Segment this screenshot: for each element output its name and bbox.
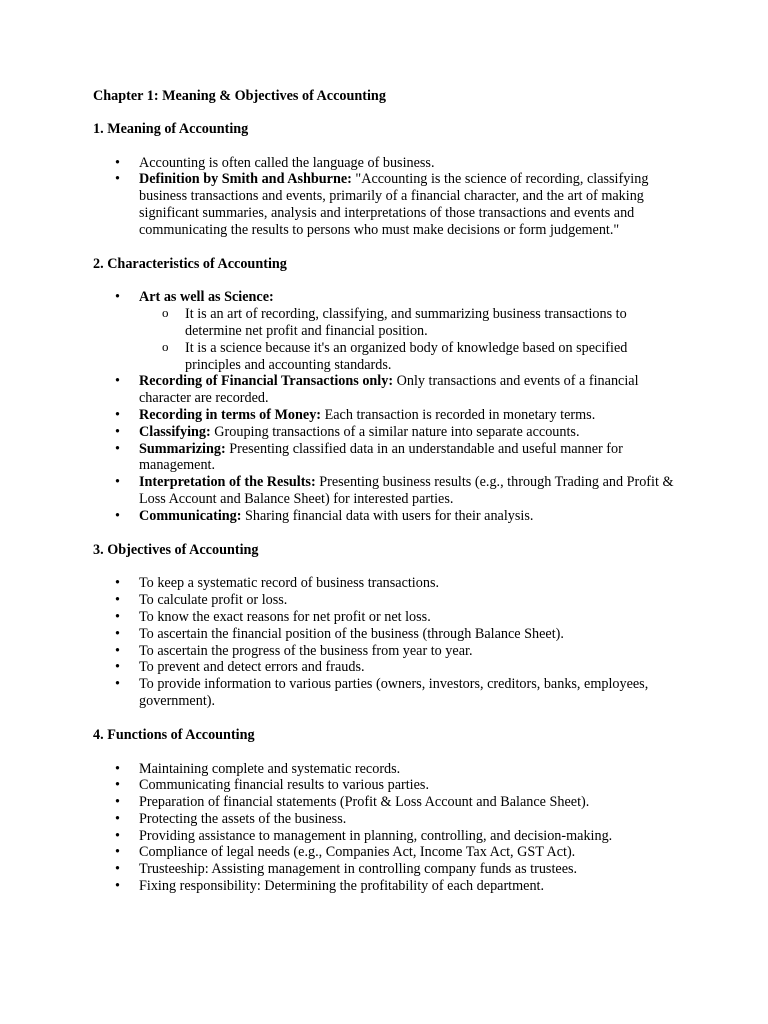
item-term: Definition by Smith and Ashburne: <box>139 171 352 188</box>
list-item <box>93 474 683 508</box>
bullet-list <box>93 575 683 709</box>
list-item <box>93 777 683 794</box>
item-text: Accounting is often called the language of business. <box>139 154 435 171</box>
item-text: Presenting business results (e.g., through Trading and Profit & Loss Account and Balance Sheet) for interested parties. <box>139 474 674 507</box>
item-term: Recording of Financial Transactions only: <box>139 373 394 390</box>
bullet-list <box>93 155 683 239</box>
list-item <box>93 171 683 238</box>
document-body <box>93 88 683 912</box>
item-term: Summarizing: <box>139 440 226 457</box>
item-text: To calculate profit or loss. <box>139 592 288 609</box>
bullet-list <box>93 761 683 895</box>
list-item <box>93 155 683 172</box>
item-text: Maintaining complete and systematic records. <box>139 760 401 777</box>
item-text: Preparation of financial statements (Profit & Loss Account and Balance Sheet). <box>139 794 590 811</box>
section-heading: 1. Meaning of Accounting <box>93 120 249 137</box>
list-item <box>93 861 683 878</box>
item-text: Sharing financial data with users for their analysis. <box>241 507 534 524</box>
list-item <box>93 761 683 778</box>
bullet-list <box>93 289 683 524</box>
list-item <box>93 575 683 592</box>
item-text: Communicating financial results to various parties. <box>139 777 429 794</box>
list-item <box>93 676 683 710</box>
item-text: To keep a systematic record of business transactions. <box>139 575 440 592</box>
item-text: Each transaction is recorded in monetary terms. <box>321 406 596 423</box>
list-item <box>93 844 683 861</box>
item-term: Art as well as Science: <box>139 289 274 306</box>
item-text: To prevent and detect errors and frauds. <box>139 659 365 676</box>
list-item <box>93 592 683 609</box>
sub-list <box>139 306 683 373</box>
item-text: Only transactions and events of a financial character are recorded. <box>139 373 639 407</box>
list-item <box>93 659 683 676</box>
list-item <box>93 794 683 811</box>
list-item <box>93 811 683 828</box>
item-text: Compliance of legal needs (e.g., Companies Act, Income Tax Act, GST Act). <box>139 844 576 861</box>
section-heading: 3. Objectives of Accounting <box>93 541 259 558</box>
chapter-title: Chapter 1: Meaning & Objectives of Accounting <box>93 88 386 104</box>
item-text: Presenting classified data in an understandable and useful manner for management. <box>139 440 623 474</box>
item-text: To ascertain the progress of the business from year to year. <box>139 642 473 659</box>
sub-list-item: o It is a science because it's an organized body of knowledge based on specified principles and accounting standards. <box>139 340 683 374</box>
section-heading: 2. Characteristics of Accounting <box>93 255 287 272</box>
item-text: Protecting the assets of the business. <box>139 810 347 827</box>
item-text: Fixing responsibility: Determining the profitability of each department. <box>139 878 545 895</box>
item-text: Providing assistance to management in planning, controlling, and decision-making. <box>139 827 613 844</box>
item-text: Grouping transactions of a similar nature into separate accounts. <box>210 423 580 440</box>
list-item <box>93 508 683 525</box>
item-text: To provide information to various parties (owners, investors, creditors, banks, employees, government). <box>139 676 649 709</box>
item-text: To know the exact reasons for net profit or net loss. <box>139 608 431 625</box>
list-item <box>93 289 683 373</box>
list-item <box>93 643 683 660</box>
item-term: Interpretation of the Results: <box>139 474 316 491</box>
list-item <box>93 626 683 643</box>
list-item <box>93 609 683 626</box>
list-item <box>93 828 683 845</box>
item-text: Trusteeship: Assisting management in controlling company funds as trustees. <box>139 861 578 878</box>
list-item <box>93 424 683 441</box>
item-text: To ascertain the financial position of the business (through Balance Sheet). <box>139 625 564 642</box>
list-item <box>93 407 683 424</box>
section-heading: 4. Functions of Accounting <box>93 726 255 743</box>
item-term: Classifying: <box>139 423 211 440</box>
item-term: Communicating: <box>139 507 242 524</box>
list-item <box>93 878 683 895</box>
item-text: "Accounting is the science of recording, classifying business transactions and events, primarily of a financial character, and the art of making significant summaries, analysis and interpretations of those transactions and events and communicating the results to persons who must make decisions or form judgement." <box>139 171 649 238</box>
sub-list-item: o It is an art of recording, classifying, and summarizing business transactions to determine net profit and financial position. <box>139 306 683 340</box>
item-term: Recording in terms of Money: <box>139 406 322 423</box>
list-item <box>93 441 683 475</box>
list-item <box>93 373 683 407</box>
